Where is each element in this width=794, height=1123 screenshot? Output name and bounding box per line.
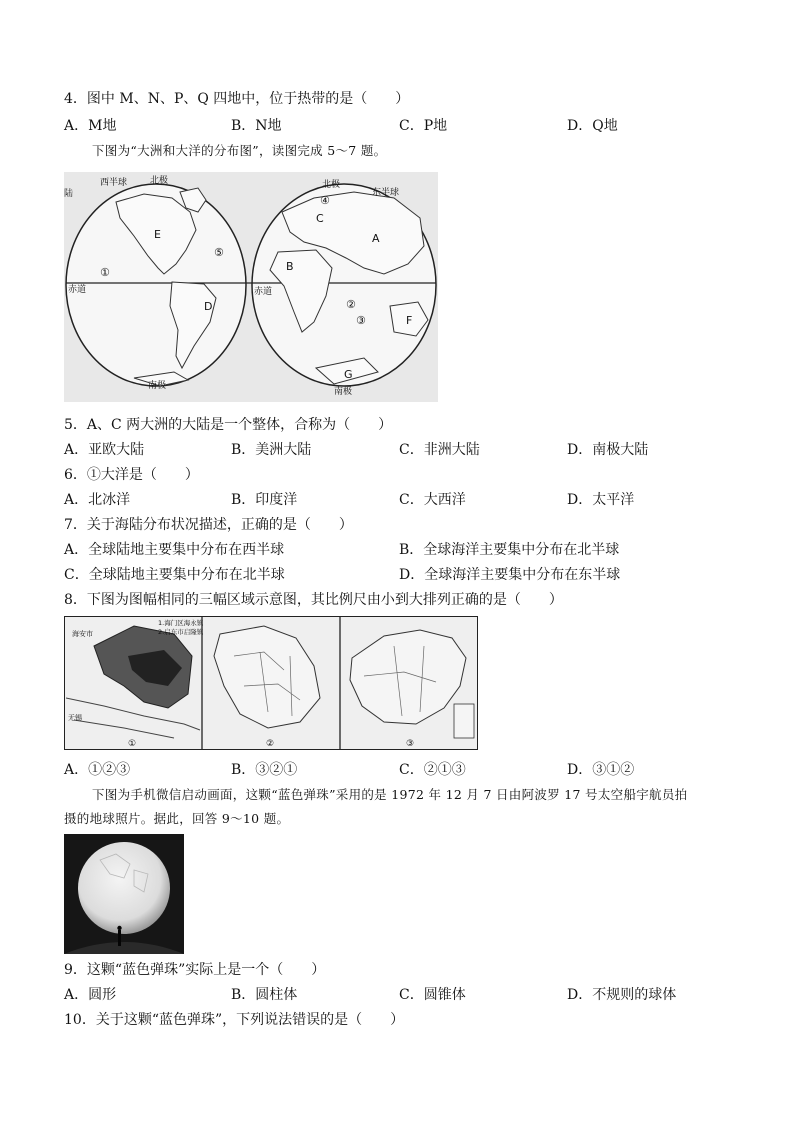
q8-option-c: C．②①③ (399, 762, 466, 778)
south-pole-left-label: 南极 (148, 381, 167, 391)
equator-right-label: 赤道 (254, 287, 273, 297)
continent-label-c: C (316, 212, 324, 225)
q6-option-b: B．印度洋 (231, 492, 298, 508)
left-edge-text: 陆 (64, 189, 74, 199)
q5-option-a: A．亚欧大陆 (64, 442, 145, 458)
q7-option-a: A．全球陆地主要集中分布在西半球 (64, 542, 285, 558)
q6-option-a: A．北冰洋 (64, 492, 131, 508)
continent-label-g: G (344, 368, 353, 381)
city-label-haian: 海安市 (72, 630, 93, 638)
q7-stem: 7．关于海陆分布状况描述，正确的是（ ） (64, 517, 353, 533)
continents-oceans-map (64, 172, 438, 402)
ocean-label-4: ④ (320, 194, 330, 207)
q4-option-a: A．M地 (64, 118, 117, 134)
blue-marble-photo (64, 834, 184, 954)
q4-option-d: D．Q地 (567, 118, 618, 134)
q9-option-d: D．不规则的球体 (567, 987, 677, 1003)
west-hemisphere-label: 西半球 (100, 178, 128, 188)
q7-option-d: D．全球海洋主要集中分布在东半球 (399, 567, 621, 583)
continent-label-d: D (204, 300, 213, 313)
q9-stem: 9．这颗“蓝色弹珠”实际上是一个（ ） (64, 962, 326, 978)
east-hemisphere-label: 东半球 (372, 188, 400, 198)
q7-option-b: B．全球海洋主要集中分布在北半球 (399, 542, 620, 558)
south-pole-right-label: 南极 (334, 387, 353, 397)
ocean-label-3: ③ (356, 314, 366, 327)
scale-comparison-maps (64, 616, 478, 750)
continent-label-b: B (286, 260, 294, 273)
intro-9-10-line2: 摄的地球照片。据此，回答 9～10 题。 (64, 811, 290, 826)
ocean-label-2: ② (346, 298, 356, 311)
ocean-label-5: ⑤ (214, 246, 224, 259)
q4-option-b: B．N地 (231, 118, 282, 134)
north-pole-left-label: 北极 (150, 176, 169, 186)
legend-item-2: 2.启东市启隆镇 (158, 628, 204, 636)
q4-option-c: C．P地 (399, 118, 448, 134)
q7-option-c: C．全球陆地主要集中分布在北半球 (64, 567, 285, 583)
equator-left-label: 赤道 (68, 285, 87, 295)
q6-option-c: C．大西洋 (399, 492, 466, 508)
continent-label-a: A (372, 232, 380, 245)
q5-option-c: C．非洲大陆 (399, 442, 480, 458)
q5-option-b: B．美洲大陆 (231, 442, 312, 458)
q9-option-a: A．圆形 (64, 987, 117, 1003)
q6-option-d: D．太平洋 (567, 492, 635, 508)
q8-option-b: B．③②① (231, 762, 298, 778)
q9-option-c: C．圆锥体 (399, 987, 466, 1003)
city-label-wuxi: 无锡 (68, 714, 82, 722)
q5-stem: 5．A、C 两大洲的大陆是一个整体，合称为（ ） (64, 417, 393, 433)
continent-label-f: F (406, 314, 413, 327)
continent-label-e: E (154, 228, 161, 241)
q6-stem: 6．①大洋是（ ） (64, 467, 199, 483)
q9-option-b: B．圆柱体 (231, 987, 298, 1003)
q8-stem: 8．下图为图幅相同的三幅区域示意图，其比例尺由小到大排列正确的是（ ） (64, 592, 563, 608)
panel-label-2: ② (266, 739, 275, 749)
q8-option-d: D．③①② (567, 762, 635, 778)
intro-9-10-line1: 下图为手机微信启动画面，这颗“蓝色弹珠”采用的是 1972 年 12 月 7 日由阿波罗 17 号太空船宇航员拍 (92, 787, 688, 802)
panel-label-3: ③ (406, 739, 415, 749)
north-pole-right-label: 北极 (322, 180, 341, 190)
ocean-label-1: ① (100, 266, 110, 279)
q5-option-d: D．南极大陆 (567, 442, 649, 458)
q10-stem: 10．关于这颗“蓝色弹珠”，下列说法错误的是（ ） (64, 1012, 405, 1028)
intro-5-7: 下图为“大洲和大洋的分布图”，读图完成 5～7 题。 (92, 143, 387, 158)
q8-option-a: A．①②③ (64, 762, 131, 778)
legend-item-1: 1.海门区海永镇 (158, 619, 204, 627)
q4-stem: 4．图中 M、N、P、Q 四地中，位于热带的是（ ） (64, 91, 410, 107)
panel-label-1: ① (128, 739, 137, 749)
